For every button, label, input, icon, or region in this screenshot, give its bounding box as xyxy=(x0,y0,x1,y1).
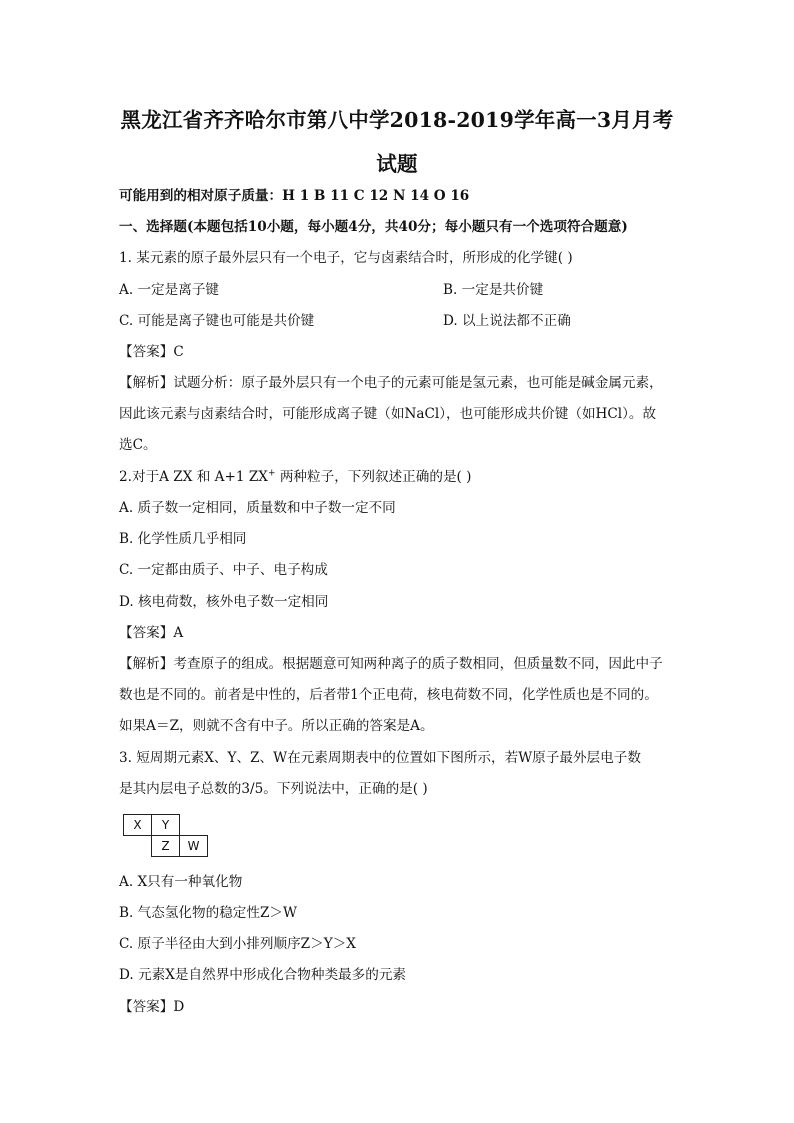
cell-y: Y xyxy=(152,815,180,836)
cell-x: X xyxy=(124,815,152,836)
q3-option-c: C. 原子半径由大到小排列顺序Z＞Y＞X xyxy=(119,936,356,952)
atomic-masses: 可能用到的相对原子质量：H 1 B 11 C 12 N 14 O 16 xyxy=(119,188,470,204)
q2-option-b: B. 化学性质几乎相同 xyxy=(119,531,247,547)
q2-analysis-3: 如果A＝Z，则就不含有中子。所以正确的答案是A。 xyxy=(119,718,434,734)
cell-z: Z xyxy=(152,836,180,857)
q2-option-d: D. 核电荷数，核外电子数一定相同 xyxy=(119,594,329,610)
q3-stem-1: 3. 短周期元素X、Y、Z、W在元素周期表中的位置如下图所示，若W原子最外层电子数 xyxy=(119,750,641,766)
cell-empty xyxy=(180,815,208,836)
cell-empty xyxy=(124,836,152,857)
q2-analysis-2: 数也是不同的。前者是中性的，后者带1个正电荷，核电荷数不同，化学性质也是不同的。 xyxy=(119,687,658,703)
title-line-2: 试题 xyxy=(376,152,418,176)
q1-option-c: C. 可能是离子键也可能是共价键 xyxy=(119,313,315,329)
q2-answer: 【答案】A xyxy=(119,625,184,641)
q3-option-d: D. 元素X是自然界中形成化合物种类最多的元素 xyxy=(119,967,407,983)
q1-analysis-2: 因此该元素与卤素结合时，可能形成离子键（如NaCl），也可能形成共价键（如HCl）。故 xyxy=(119,406,657,422)
q1-option-d: D. 以上说法都不正确 xyxy=(443,313,571,329)
cell-w: W xyxy=(180,836,208,857)
q1-option-a: A. 一定是离子键 xyxy=(119,282,220,298)
q1-option-b: B. 一定是共价键 xyxy=(443,282,544,298)
q2-analysis-1: 【解析】考查原子的组成。根据题意可知两种离子的质子数相同，但质量数不同，因此中子 xyxy=(119,656,663,672)
q1-answer: 【答案】C xyxy=(119,344,184,360)
q1-analysis-1: 【解析】试题分析：原子最外层只有一个电子的元素可能是氢元素，也可能是碱金属元素， xyxy=(119,375,663,391)
q1-stem: 1. 某元素的原子最外层只有一个电子，它与卤素结合时，所形成的化学键( ) xyxy=(119,250,573,266)
q2-stem-pre: 2.对于A ZX 和 A+1 ZX xyxy=(119,469,268,485)
q2-stem-sup: + xyxy=(267,468,276,479)
q3-stem-2: 是其内层电子总数的3/5。下列说法中，正确的是( ) xyxy=(119,781,428,797)
q3-option-b: B. 气态氢化物的稳定性Z＞W xyxy=(119,905,297,921)
q1-analysis-3: 选C。 xyxy=(119,437,157,453)
q3-option-a: A. X只有一种氧化物 xyxy=(119,874,243,890)
q2-stem-post: 两种粒子，下列叙述正确的是( ) xyxy=(275,469,472,485)
q2-stem xyxy=(119,468,471,486)
q2-option-c: C. 一定都由质子、中子、电子构成 xyxy=(119,562,328,578)
q2-option-a: A. 质子数一定相同，质量数和中子数一定不同 xyxy=(119,500,396,516)
periodic-table-fragment xyxy=(123,814,208,857)
title-line-1: 黑龙江省齐齐哈尔市第八中学2018-2019学年高一3月月考 xyxy=(120,108,674,132)
section-heading: 一、选择题(本题包括10小题，每小题4分，共40分；每小题只有一个选项符合题意) xyxy=(119,219,628,235)
q3-answer: 【答案】D xyxy=(119,999,185,1015)
